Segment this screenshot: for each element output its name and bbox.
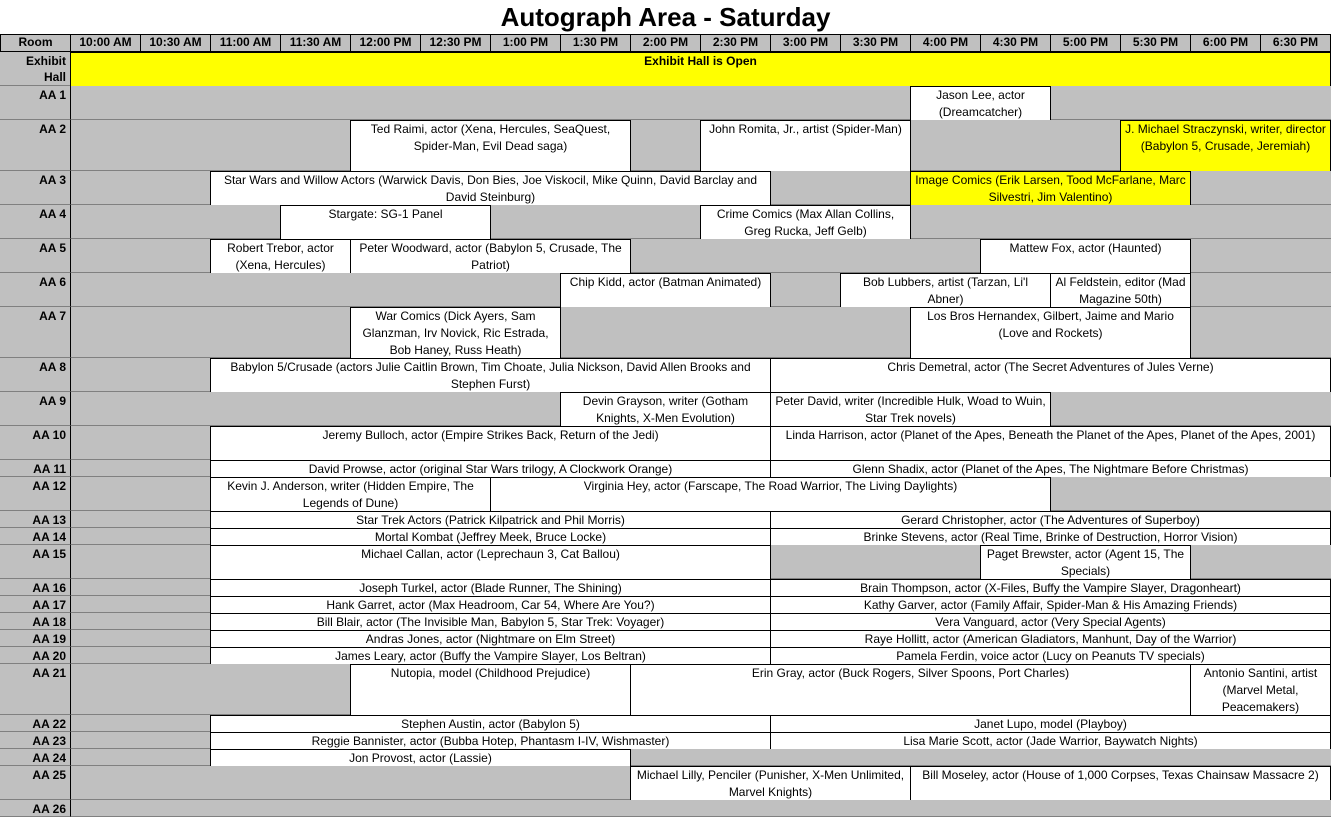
room-label: AA 15 — [0, 545, 71, 579]
schedule-event: Peter Woodward, actor (Babylon 5, Crusade, The Patriot) — [350, 239, 631, 274]
schedule-event: Jon Provost, actor (Lassie) — [210, 749, 631, 767]
schedule-event: Glenn Shadix, actor (Planet of the Apes, The Nightmare Before Christmas) — [770, 460, 1331, 478]
time-header-4: 12:00 PM — [350, 34, 421, 52]
time-header-12: 4:00 PM — [910, 34, 981, 52]
time-header-3: 11:30 AM — [280, 34, 351, 52]
schedule-event: Brain Thompson, actor (X-Files, Buffy the Vampire Slayer, Dragonheart) — [770, 579, 1331, 597]
room-label: AA 9 — [0, 392, 71, 426]
schedule-event: Chip Kidd, actor (Batman Animated) — [560, 273, 771, 308]
schedule-event: Devin Grayson, writer (Gotham Knights, X-Men Evolution) — [560, 392, 771, 427]
schedule-event: Bob Lubbers, artist (Tarzan, Li'l Abner) — [840, 273, 1051, 308]
room-label: AA 26 — [0, 800, 71, 817]
schedule-event: Erin Gray, actor (Buck Rogers, Silver Spoons, Port Charles) — [630, 664, 1191, 716]
room-label: Exhibit Hall — [0, 52, 71, 86]
schedule-event: Nutopia, model (Childhood Prejudice) — [350, 664, 631, 716]
time-header-2: 11:00 AM — [210, 34, 281, 52]
schedule-event: Linda Harrison, actor (Planet of the Apes, Beneath the Planet of the Apes, Planet of the Apes, 2001) — [770, 426, 1331, 461]
schedule-event: Andras Jones, actor (Nightmare on Elm Street) — [210, 630, 771, 648]
room-label: AA 20 — [0, 647, 71, 664]
time-header-1: 10:30 AM — [140, 34, 211, 52]
room-label: AA 8 — [0, 358, 71, 392]
room-label: AA 12 — [0, 477, 71, 511]
time-header-9: 2:30 PM — [700, 34, 771, 52]
room-label: AA 3 — [0, 171, 71, 205]
room-label: AA 11 — [0, 460, 71, 477]
schedule-event: Crime Comics (Max Allan Collins, Greg Rucka, Jeff Gelb) — [700, 205, 911, 240]
schedule-event: Paget Brewster, actor (Agent 15, The Specials) — [980, 545, 1191, 580]
room-label: AA 7 — [0, 307, 71, 358]
room-column-header: Room — [0, 34, 71, 52]
time-header-14: 5:00 PM — [1050, 34, 1121, 52]
room-label: AA 24 — [0, 749, 71, 766]
schedule-event: Chris Demetral, actor (The Secret Adventures of Jules Verne) — [770, 358, 1331, 393]
time-header-16: 6:00 PM — [1190, 34, 1261, 52]
schedule-event: Star Trek Actors (Patrick Kilpatrick and Phil Morris) — [210, 511, 771, 529]
time-header-8: 2:00 PM — [630, 34, 701, 52]
schedule-event: Michael Callan, actor (Leprechaun 3, Cat Ballou) — [210, 545, 771, 580]
schedule-event: Kevin J. Anderson, writer (Hidden Empire, The Legends of Dune) — [210, 477, 491, 512]
schedule-event: Stephen Austin, actor (Babylon 5) — [210, 715, 771, 733]
schedule-event: J. Michael Straczynski, writer, director (Babylon 5, Crusade, Jeremiah) — [1120, 120, 1331, 172]
schedule-event: Mattew Fox, actor (Haunted) — [980, 239, 1191, 274]
time-header-10: 3:00 PM — [770, 34, 841, 52]
schedule-event: Joseph Turkel, actor (Blade Runner, The Shining) — [210, 579, 771, 597]
schedule-event: Stargate: SG-1 Panel — [280, 205, 491, 240]
schedule-event: Peter David, writer (Incredible Hulk, Woad to Wuin, Star Trek novels) — [770, 392, 1051, 427]
time-header-7: 1:30 PM — [560, 34, 631, 52]
schedule-event: Janet Lupo, model (Playboy) — [770, 715, 1331, 733]
time-header-5: 12:30 PM — [420, 34, 491, 52]
schedule-event: Star Wars and Willow Actors (Warwick Davis, Don Bies, Joe Viskocil, Mike Quinn, David Barclay and David Steinburg) — [210, 171, 771, 206]
schedule-event: John Romita, Jr., artist (Spider-Man) — [700, 120, 911, 172]
schedule-event: Kathy Garver, actor (Family Affair, Spider-Man & His Amazing Friends) — [770, 596, 1331, 614]
room-label: AA 17 — [0, 596, 71, 613]
page-title: Autograph Area - Saturday — [500, 2, 831, 32]
time-header-6: 1:00 PM — [490, 34, 561, 52]
time-header-15: 5:30 PM — [1120, 34, 1191, 52]
schedule-event: Bill Blair, actor (The Invisible Man, Babylon 5, Star Trek: Voyager) — [210, 613, 771, 631]
schedule-event: Virginia Hey, actor (Farscape, The Road Warrior, The Living Daylights) — [490, 477, 1051, 512]
exhibit-hall-open-banner: Exhibit Hall is Open — [70, 52, 1331, 87]
room-label: AA 2 — [0, 120, 71, 171]
room-label: AA 4 — [0, 205, 71, 239]
schedule-event: Michael Lilly, Penciler (Punisher, X-Men Unlimited, Marvel Knights) — [630, 766, 911, 801]
room-label: AA 13 — [0, 511, 71, 528]
room-label: AA 5 — [0, 239, 71, 273]
time-header-0: 10:00 AM — [70, 34, 141, 52]
schedule-event: Robert Trebor, actor (Xena, Hercules) — [210, 239, 351, 274]
time-header-13: 4:30 PM — [980, 34, 1051, 52]
room-label: AA 23 — [0, 732, 71, 749]
room-label: AA 22 — [0, 715, 71, 732]
schedule-event: Image Comics (Erik Larsen, Tood McFarlane, Marc Silvestri, Jim Valentino) — [910, 171, 1191, 206]
schedule-event: Hank Garret, actor (Max Headroom, Car 54, Where Are You?) — [210, 596, 771, 614]
room-label: AA 16 — [0, 579, 71, 596]
room-label: AA 21 — [0, 664, 71, 715]
time-header-11: 3:30 PM — [840, 34, 911, 52]
schedule-event: Gerard Christopher, actor (The Adventures of Superboy) — [770, 511, 1331, 529]
schedule-event: Mortal Kombat (Jeffrey Meek, Bruce Locke) — [210, 528, 771, 546]
schedule-event: James Leary, actor (Buffy the Vampire Slayer, Los Beltran) — [210, 647, 771, 665]
schedule-event: Lisa Marie Scott, actor (Jade Warrior, Baywatch Nights) — [770, 732, 1331, 750]
schedule-row — [70, 800, 1331, 817]
schedule-event: Al Feldstein, editor (Mad Magazine 50th) — [1050, 273, 1191, 308]
schedule-event: Jeremy Bulloch, actor (Empire Strikes Back, Return of the Jedi) — [210, 426, 771, 461]
schedule-event: War Comics (Dick Ayers, Sam Glanzman, Irv Novick, Ric Estrada, Bob Haney, Russ Heath) — [350, 307, 561, 359]
schedule-event: Babylon 5/Crusade (actors Julie Caitlin Brown, Tim Choate, Julia Nickson, David Allen Brooks and Stephen Furst) — [210, 358, 771, 393]
room-label: AA 18 — [0, 613, 71, 630]
schedule-event: Antonio Santini, artist (Marvel Metal, Peacemakers) — [1190, 664, 1331, 716]
schedule-event: David Prowse, actor (original Star Wars trilogy, A Clockwork Orange) — [210, 460, 771, 478]
schedule-event: Reggie Bannister, actor (Bubba Hotep, Phantasm I-IV, Wishmaster) — [210, 732, 771, 750]
room-label: AA 10 — [0, 426, 71, 460]
room-label: AA 25 — [0, 766, 71, 800]
room-label: AA 19 — [0, 630, 71, 647]
schedule-event: Raye Hollitt, actor (American Gladiators, Manhunt, Day of the Warrior) — [770, 630, 1331, 648]
time-header-17: 6:30 PM — [1260, 34, 1331, 52]
room-label: AA 1 — [0, 86, 71, 120]
schedule-event: Brinke Stevens, actor (Real Time, Brinke of Destruction, Horror Vision) — [770, 528, 1331, 546]
schedule-row — [70, 86, 1331, 120]
schedule-event: Pamela Ferdin, voice actor (Lucy on Peanuts TV specials) — [770, 647, 1331, 665]
room-label: AA 14 — [0, 528, 71, 545]
room-label: AA 6 — [0, 273, 71, 307]
schedule-event: Bill Moseley, actor (House of 1,000 Corpses, Texas Chainsaw Massacre 2) — [910, 766, 1331, 801]
schedule-event: Jason Lee, actor (Dreamcatcher) — [910, 86, 1051, 121]
schedule-event: Vera Vanguard, actor (Very Special Agents) — [770, 613, 1331, 631]
schedule-event: Los Bros Hernandex, Gilbert, Jaime and Mario (Love and Rockets) — [910, 307, 1191, 359]
schedule-event: Ted Raimi, actor (Xena, Hercules, SeaQuest, Spider-Man, Evil Dead saga) — [350, 120, 631, 172]
